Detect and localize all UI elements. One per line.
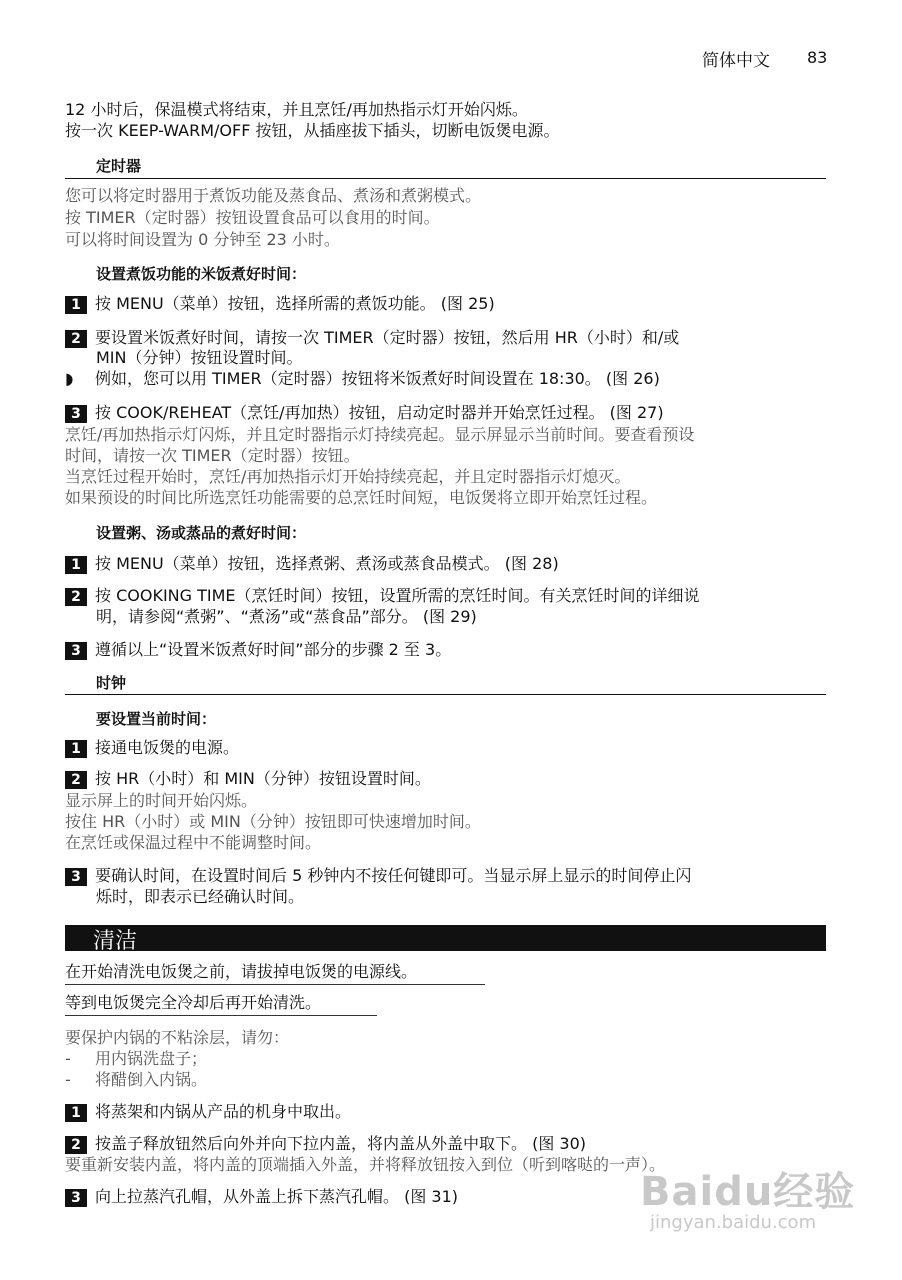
step-continuation: MIN（分钟）按钮设置时间。: [96, 348, 303, 367]
caution-line: 等到电饭煲完全冷却后再开始清洗。: [65, 993, 377, 1016]
step-text: 将蒸架和内锅从产品的机身中取出。: [95, 1102, 352, 1121]
step-item: [65, 1134, 586, 1154]
watermark: [640, 1160, 856, 1233]
section-heading-timer: 定时器: [96, 157, 142, 175]
bullet-text: 例如，您可以用 TIMER（定时器）按钮将米饭煮好时间设置在 18:30。 (图 26): [95, 369, 660, 388]
step-number: 1: [65, 1104, 87, 1122]
step-text: 要设置米饭煮好时间，请按一次 TIMER（定时器）按钮，然后用 HR（小时）和/或: [95, 328, 680, 347]
step-number: 3: [65, 642, 87, 660]
watermark-logo: Baidu经验: [640, 1169, 856, 1215]
step-number: 1: [65, 296, 87, 314]
language-label: 简体中文: [702, 51, 770, 71]
step-number: 2: [65, 588, 87, 606]
watermark-url: jingyan.baidu.com: [650, 1212, 817, 1233]
intro-line: 按一次 KEEP-WARM/OFF 按钮，从插座拔下插头，切断电饭煲电源。: [65, 121, 560, 140]
bullet-item: [65, 369, 660, 389]
note-line: 在烹饪或保温过程中不能调整时间。: [65, 833, 322, 852]
note-line: 时间，请按一次 TIMER（定时器）按钮。: [65, 446, 360, 465]
step-item: [65, 586, 700, 606]
step-text: 按盖子释放钮然后向外并向下拉内盖，将内盖从外盖中取下。 (图 30): [95, 1134, 587, 1153]
step-item: [65, 866, 691, 886]
dash-mark: -: [65, 1070, 71, 1089]
note-line: 烹饪/再加热指示灯闪烁，并且定时器指示灯持续亮起。显示屏显示当前时间。要查看预设: [65, 425, 695, 444]
step-number: 2: [65, 771, 87, 789]
step-item: [65, 403, 664, 423]
step-item: [65, 640, 451, 660]
bullet-icon: ◗: [65, 369, 74, 388]
section-band-cleaning: [65, 925, 826, 954]
note-line: 如果预设的时间比所选烹饪功能需要的总烹饪时间短，电饭煲将立即开始烹饪过程。: [65, 488, 658, 507]
text-line: 要保护内锅的不粘涂层，请勿：: [65, 1028, 290, 1047]
page-number: 83: [807, 48, 828, 67]
step-text: 按 MENU（菜单）按钮，选择所需的煮饭功能。 (图 25): [95, 294, 495, 313]
step-item: [65, 769, 431, 789]
intro-line: 12 小时后，保温模式将结束，并且烹饪/再加热指示灯开始闪烁。: [65, 100, 528, 119]
step-number: 2: [65, 1136, 87, 1154]
dash-item: [65, 1070, 207, 1090]
step-item: [65, 294, 495, 314]
note-line: 按住 HR（小时）或 MIN（分钟）按钮即可快速增加时间。: [65, 812, 481, 831]
sub-heading-porridge: 设置粥、汤或蒸品的煮好时间：: [96, 524, 307, 542]
step-number: 3: [65, 868, 87, 886]
step-continuation: 烁时，即表示已经确认时间。: [96, 887, 305, 906]
sub-heading-rice: 设置煮饭功能的米饭煮好时间：: [96, 265, 307, 283]
heading-rule: [65, 178, 826, 179]
text-line: 按 TIMER（定时器）按钮设置食品可以食用的时间。: [65, 208, 440, 227]
step-number: 1: [65, 556, 87, 574]
section-title-cleaning: 清洁: [93, 929, 138, 954]
step-number: 3: [65, 1189, 87, 1207]
text-line: 您可以将定时器用于煮饭功能及蒸食品、煮汤和煮粥模式。: [65, 186, 482, 205]
sub-heading-clock: 要设置当前时间：: [96, 710, 217, 728]
step-number: 2: [65, 330, 87, 348]
dash-item: [65, 1049, 207, 1069]
step-text: 按 COOK/REHEAT（烹饪/再加热）按钮，启动定时器并开始烹饪过程。 (图 27): [95, 403, 664, 422]
step-item: [65, 328, 679, 348]
step-text: 遵循以上“设置米饭煮好时间”部分的步骤 2 至 3。: [95, 640, 452, 659]
step-item: [65, 1102, 351, 1122]
step-item: [65, 554, 559, 574]
step-text: 接通电饭煲的电源。: [95, 738, 240, 757]
warning-line: 在开始清洗电饭煲之前，请拔掉电饭煲的电源线。: [65, 962, 485, 985]
step-text: 要确认时间，在设置时间后 5 秒钟内不按任何键即可。当显示屏上显示的时间停止闪: [95, 866, 692, 885]
step-continuation: 明，请参阅“煮粥”、“煮汤”或“蒸食品”部分。 (图 29): [96, 607, 477, 626]
step-text: 按 COOKING TIME（烹饪时间）按钮，设置所需的烹饪时间。有关烹饪时间的详细说: [95, 586, 700, 605]
step-item: [65, 738, 239, 758]
section-heading-clock: 时钟: [96, 674, 127, 692]
note-line: 显示屏上的时间开始闪烁。: [65, 791, 258, 810]
text-line: 可以将时间设置为 0 分钟至 23 小时。: [65, 230, 340, 249]
step-number: 1: [65, 740, 87, 758]
step-number: 3: [65, 405, 87, 423]
step-text: 向上拉蒸汽孔帽，从外盖上拆下蒸汽孔帽。 (图 31): [95, 1187, 459, 1206]
dash-text: 将醋倒入内锅。: [95, 1070, 208, 1089]
heading-rule: [65, 694, 826, 695]
dash-mark: -: [65, 1049, 71, 1068]
note-line: 当烹饪过程开始时，烹饪/再加热指示灯开始持续亮起，并且定时器指示灯熄灭。: [65, 467, 631, 486]
note-line: 要重新安装内盖，将内盖的顶端插入外盖，并将释放钮按入到位（听到喀哒的一声）。: [65, 1155, 666, 1174]
step-item: [65, 1187, 458, 1207]
step-text: 按 MENU（菜单）按钮，选择煮粥、煮汤或蒸食品模式。 (图 28): [95, 554, 559, 573]
step-text: 按 HR（小时）和 MIN（分钟）按钮设置时间。: [95, 769, 431, 788]
dash-text: 用内锅洗盘子；: [95, 1049, 208, 1068]
